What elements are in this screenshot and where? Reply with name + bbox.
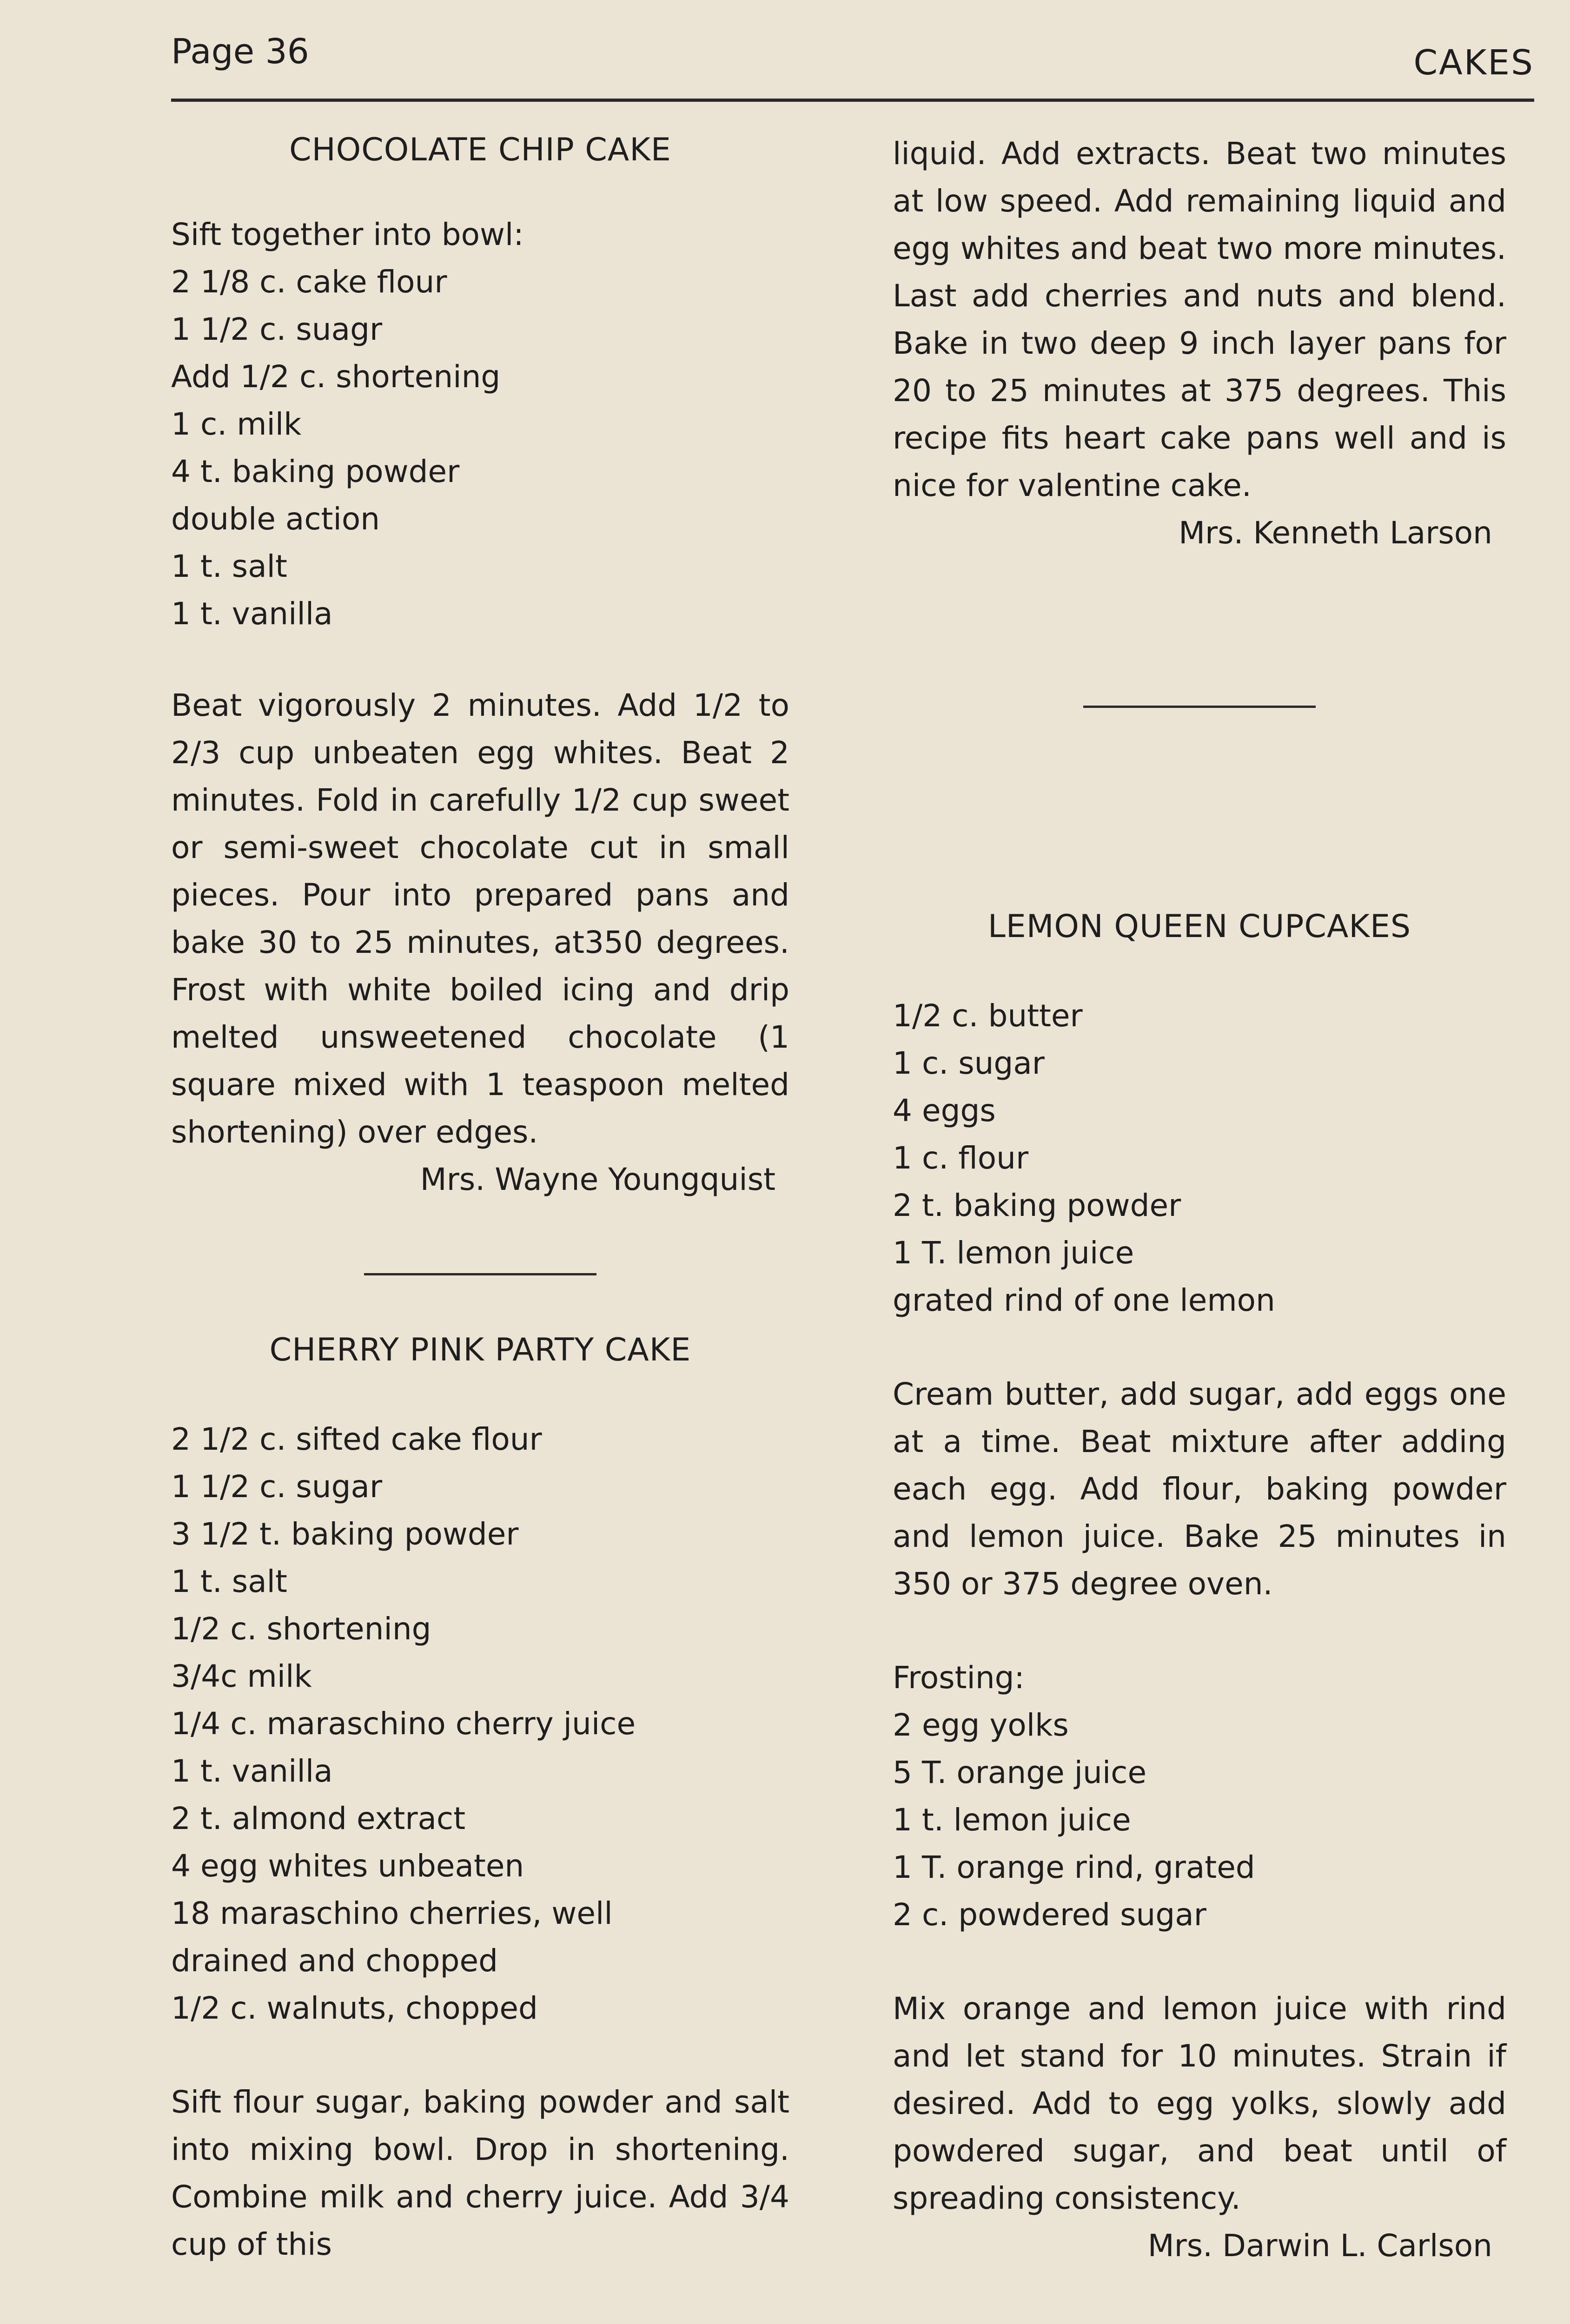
ingredient: Add 1/2 c. shortening bbox=[171, 359, 501, 395]
ingredient: 18 maraschino cherries, well bbox=[171, 1895, 613, 1931]
ingredient: 1 t. salt bbox=[171, 548, 287, 584]
ingredient-list-cherry-pink bbox=[171, 1416, 789, 2032]
recipe-directions-cherry-pink-continued: liquid. Add extracts. Beat two minutes at low speed. Add remaining liquid and egg whites and beat two more minutes. Last add cherries and nuts and blend. Bake in two deep 9 inch layer pans for 20 to 25 minutes at 375 degrees. This recipe fits heart cake pans well and is nice for valentine cake. bbox=[893, 136, 1506, 503]
ingredient: 1 t. lemon juice bbox=[893, 1802, 1131, 1838]
recipe-author: Mrs. Wayne Youngquist bbox=[420, 1162, 775, 1197]
recipe-directions-cherry-pink: Sift flour sugar, baking powder and salt into mixing bowl. Drop in shortening. Combine milk and cherry juice. Add 3/4 cup of this bbox=[171, 2084, 789, 2262]
ingredient: 1 T. orange rind, grated bbox=[893, 1849, 1255, 1885]
ingredient: grated rind of one lemon bbox=[893, 1282, 1275, 1318]
ingredient: 4 egg whites unbeaten bbox=[171, 1848, 524, 1884]
ingredient: 2 1/2 c. sifted cake flour bbox=[171, 1421, 542, 1457]
ingredient: 5 T. orange juice bbox=[893, 1755, 1147, 1790]
header-rule bbox=[171, 99, 1534, 102]
ingredient: 2 1/8 c. cake flour bbox=[171, 264, 447, 300]
ingredient: 3 1/2 t. baking powder bbox=[171, 1516, 519, 1552]
frosting-ingredient-list bbox=[893, 1702, 1506, 1939]
ingredient: 1 1/2 c. suagr bbox=[171, 311, 383, 347]
ingredient: double action bbox=[171, 501, 380, 537]
ingredient: 2 t. baking powder bbox=[893, 1188, 1181, 1223]
recipe-intro: Sift together into bowl: bbox=[171, 217, 524, 252]
frosting-directions: Mix orange and lemon juice with rind and let stand for 10 minutes. Strain if desired. Add to egg yolks, slowly add powdered sugar, and beat until of spreading consistency. bbox=[893, 1991, 1506, 2216]
ingredient: 1 t. salt bbox=[171, 1564, 287, 1599]
ingredient: 4 eggs bbox=[893, 1093, 996, 1129]
recipe-title-cherry-pink: CHERRY PINK PARTY CAKE bbox=[269, 1332, 691, 1368]
page-number: Page 36 bbox=[171, 32, 309, 72]
ingredient: 1/2 c. walnuts, chopped bbox=[171, 1990, 538, 2026]
ingredient: 1 1/2 c. sugar bbox=[171, 1469, 383, 1505]
ingredient: 1/2 c. shortening bbox=[171, 1611, 431, 1647]
recipe-title-lemon-queen: LEMON QUEEN CUPCAKES bbox=[987, 908, 1411, 945]
ingredient: drained and chopped bbox=[171, 1943, 498, 1979]
ingredient: 1/2 c. butter bbox=[893, 998, 1083, 1034]
ingredient: 2 egg yolks bbox=[893, 1707, 1069, 1743]
ingredient: 2 t. almond extract bbox=[171, 1801, 466, 1836]
page-header bbox=[171, 29, 1534, 99]
ingredient: 1 t. vanilla bbox=[171, 596, 333, 632]
ingredient: 1 T. lemon juice bbox=[893, 1235, 1134, 1271]
ingredient: 3/4c milk bbox=[171, 1658, 312, 1694]
right-column bbox=[893, 116, 1506, 2270]
recipe-title-chocolate-chip: CHOCOLATE CHIP CAKE bbox=[289, 132, 671, 168]
ingredient: 4 t. baking powder bbox=[171, 454, 460, 489]
left-column bbox=[171, 116, 789, 2268]
ingredient: 1/4 c. maraschino cherry juice bbox=[171, 1706, 636, 1742]
frosting-label: Frosting: bbox=[893, 1660, 1025, 1696]
recipe-author: Mrs. Kenneth Larson bbox=[1179, 515, 1492, 551]
section-title: CAKES bbox=[1413, 43, 1534, 83]
ingredient: 1 c. flour bbox=[893, 1140, 1029, 1176]
ingredient: 1 c. sugar bbox=[893, 1045, 1045, 1081]
recipe-directions-lemon-queen: Cream butter, add sugar, add eggs one at a time. Beat mixture after adding each egg. Add flour, baking powder and lemon juice. Bake 25 minutes in 350 or 375 degree oven. bbox=[893, 1376, 1506, 1602]
recipe-directions-chocolate-chip: Beat vigorously 2 minutes. Add 1/2 to 2/3 cup unbeaten egg whites. Beat 2 minutes. Fold in carefully 1/2 cup sweet or semi-sweet chocolate cut in small pieces. Pour into prepared pans and bake 30 to 25 minutes, at350 degrees. Frost with white boiled icing and drip melted unsweetened chocolate (1 square mixed with 1 teaspoon melted shortening) over edges. bbox=[171, 687, 789, 1150]
recipe-author: Mrs. Darwin L. Carlson bbox=[1147, 2228, 1492, 2264]
ingredient-list-lemon-queen bbox=[893, 992, 1506, 1324]
ingredient: 1 t. vanilla bbox=[171, 1753, 333, 1789]
ingredient: 2 c. powdered sugar bbox=[893, 1897, 1206, 1933]
ingredient-list-chocolate-chip bbox=[171, 258, 789, 638]
ingredient: 1 c. milk bbox=[171, 406, 302, 442]
